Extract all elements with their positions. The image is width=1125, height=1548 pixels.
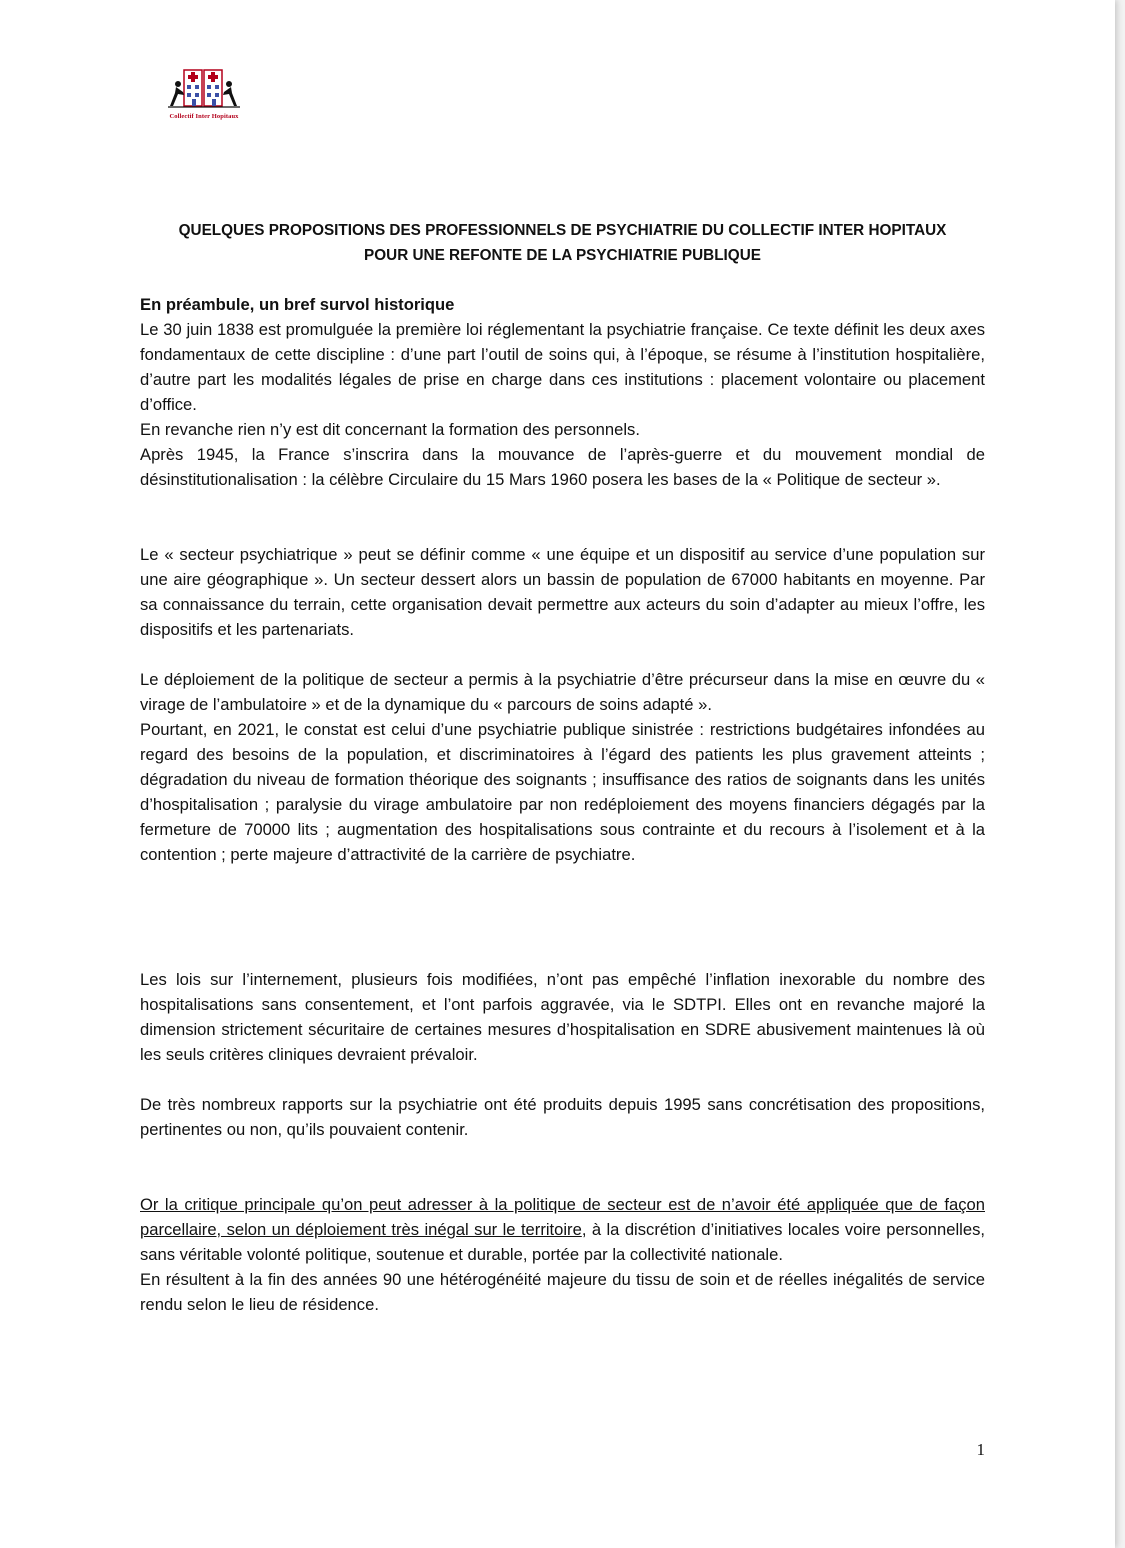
preamble-section [140, 292, 985, 492]
logo-caption: Collectif Inter Hopitaux [169, 113, 239, 120]
lois-paragraph: Les lois sur l’internement, plusieurs fois modifiées, n’ont pas empêché l’inflation inexorable du nombre des hospitalisations sans consentement, et l’ont parfois aggravée, via le SDTPI. Elles ont en revanche majoré la dimension strictement sécuritaire de certaines mesures d’hospitalisation en SDRE abusivement maintenues là où les seuls critères cliniques devraient prévaloir. [140, 970, 985, 1064]
critique-paragraph-2: En résultent à la fin des années 90 une hétérogénéité majeure du tissu de soin et de réelles inégalités de service rendu selon le lieu de résidence. [140, 1270, 985, 1314]
preamble-paragraph-2: En revanche rien n’y est dit concernant la formation des personnels. [140, 420, 640, 439]
hospital-logo-icon [166, 66, 242, 112]
critique-section [140, 1192, 985, 1317]
preamble-paragraph-3: Après 1945, la France s’inscrira dans la mouvance de l’après-guerre et du mouvement mondial de désinstitutionalisation : la célèbre Circulaire du 15 Mars 1960 posera les bases de la « Politique de secteur ». [140, 445, 985, 489]
secteur-section [140, 542, 985, 642]
deploiement-section [140, 667, 985, 867]
critique-paragraph-1 [140, 1192, 985, 1267]
critique-rest-text: , à la discrétion d’initiatives locales voire personnelles, sans véritable volonté politique, soutenue et durable, portée par la collectivité nationale. [140, 1220, 985, 1264]
document-title [140, 218, 985, 268]
title-line-1: QUELQUES PROPOSITIONS DES PROFESSIONNELS DE PSYCHIATRIE DU COLLECTIF INTER HOPITAUX [178, 222, 947, 239]
title-line-2: POUR UNE REFONTE DE LA PSYCHIATRIE PUBLIQUE [364, 247, 761, 264]
preamble-heading: En préambule, un bref survol historique [140, 295, 455, 314]
lois-section [140, 967, 985, 1067]
preamble-paragraph-1: Le 30 juin 1838 est promulguée la première loi réglementant la psychiatrie française. Ce texte définit les deux axes fondamentaux de cette discipline : d’une part l’outil de soins qui, à l’époque, se résume à l’institution hospitalière, d’autre part les modalités légales de prise en charge dans ces institutions : placement volontaire ou placement d’office. [140, 320, 985, 414]
critique-underlined-text: Or la critique principale qu’on peut adresser à la politique de secteur est de n’avoir été appliquée que de façon parcellaire, selon un déploiement très inégal sur le territoire [140, 1195, 985, 1239]
secteur-paragraph: Le « secteur psychiatrique » peut se définir comme « une équipe et un dispositif au service d’une population sur une aire géographique ». Un secteur dessert alors un bassin de population de 67000 habitants en moyenne. Par sa connaissance du terrain, cette organisation devait permettre aux acteurs du soin d’adapter au mieux l’offre, les dispositifs et les partenariats. [140, 545, 985, 639]
deploiement-paragraph-1: Le déploiement de la politique de secteur a permis à la psychiatrie d’être précurseur dans la mise en œuvre du « virage de l’ambulatoire » et de la dynamique du « parcours de soins adapté ». [140, 670, 985, 714]
rapports-section [140, 1092, 985, 1142]
deploiement-paragraph-2: Pourtant, en 2021, le constat est celui d’une psychiatrie publique sinistrée : restrictions budgétaires infondées au regard des besoins de la population, et discriminatoires à l’égard des patients les plus gravement atteints ; dégradation du niveau de formation théorique des soignants ; insuffisance des ratios de soignants dans les unités d’hospitalisation ; paralysie du virage ambulatoire par non redéploiement des moyens financiers dégagés par la fermeture de 70000 lits ; augmentation des hospitalisations sous contrainte et du recours à l’isolement et à la contention ; perte majeure d’attractivité de la carrière de psychiatre. [140, 720, 985, 864]
collectif-inter-hopitaux-logo [166, 66, 242, 124]
rapports-paragraph: De très nombreux rapports sur la psychiatrie ont été produits depuis 1995 sans concrétisation des propositions, pertinentes ou non, qu’ils pouvaient contenir. [140, 1095, 985, 1139]
page-number: 1 [976, 1440, 985, 1459]
